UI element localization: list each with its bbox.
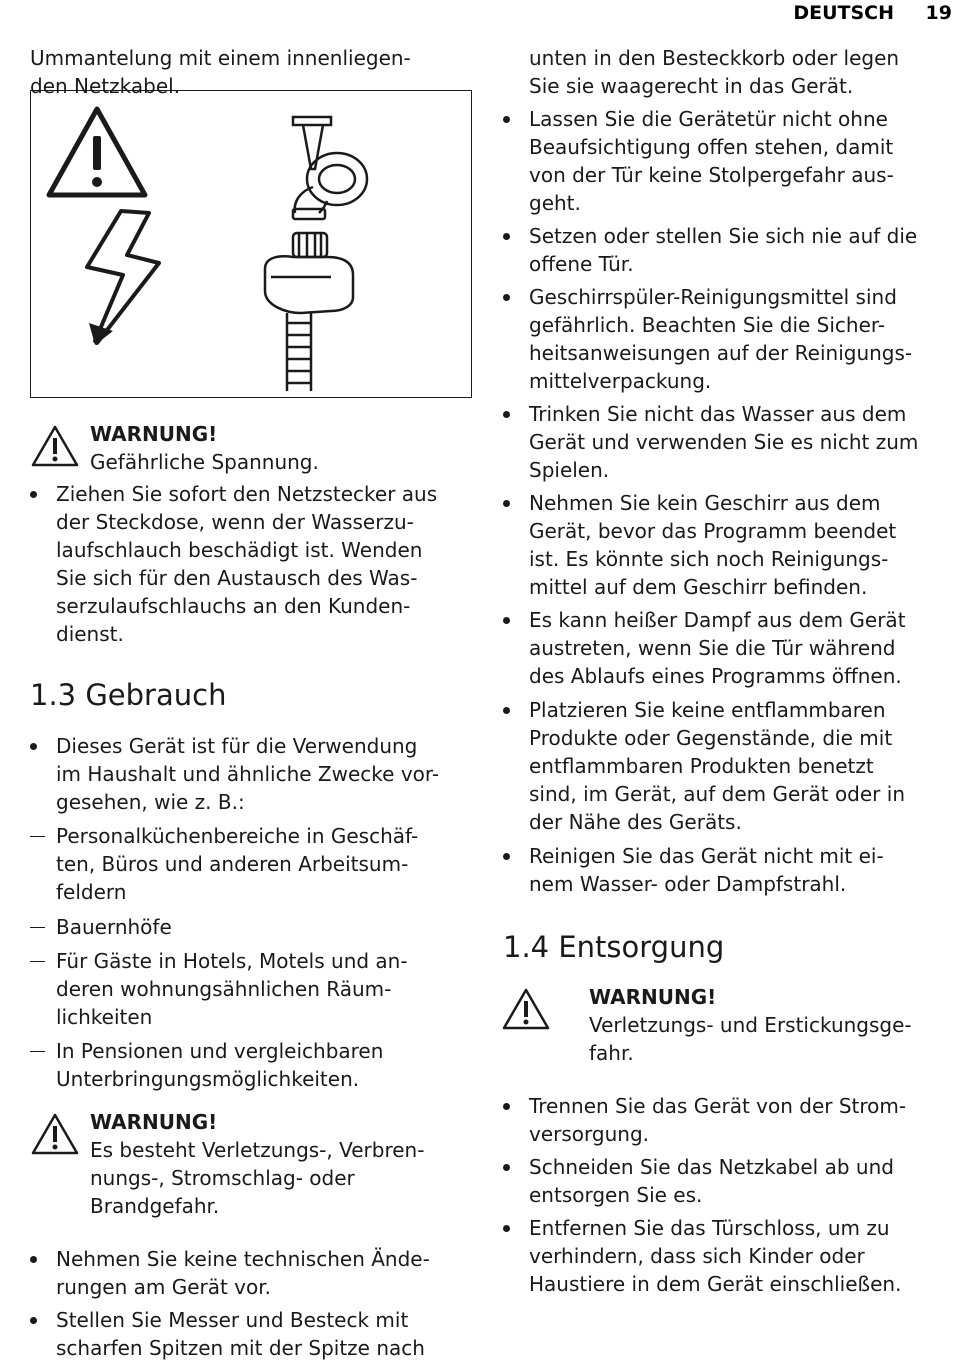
page-number: 19 [925,2,952,24]
text-line: der Steckdose, wenn der Wasserzu- [56,510,414,534]
header-language: DEUTSCH [793,2,894,24]
text-line: austreten, wenn Sie die Tür während [529,636,896,660]
text-line: Trennen Sie das Gerät von der Strom- [529,1094,907,1118]
text-line: Nehmen Sie kein Geschirr aus dem [529,491,881,515]
text-line: Dieses Gerät ist für die Verwendung [56,734,418,758]
left-column-content [30,0,470,1363]
bullet-dot [503,500,510,507]
text-line: deren wohnungsähnlichen Räum- [56,977,392,1001]
bullet-text [529,1092,955,1148]
text-line: verhindern, dass sich Kinder oder [529,1244,865,1268]
bullet-text [529,696,955,836]
warning-triangle-icon [30,1112,80,1156]
bullet-dot [503,707,510,714]
text-line: Verletzungs- und Erstickungsge- [589,1013,912,1037]
text-line: Personalküchenbereiche in Geschäf- [56,824,419,848]
warning-title: WARNUNG! [90,1110,218,1134]
text-line: mittel auf dem Geschirr befinden. [529,575,868,599]
bullet-dot [30,491,37,498]
text-line: dienst. [56,622,124,646]
bullet-dot [30,1256,37,1263]
bullet-text [56,1306,470,1362]
text-line: den Netzkabel. [30,74,181,98]
bullet-text [529,606,955,690]
warning-triangle-icon [30,424,80,468]
dash-mark [30,961,45,962]
text-line: gefährlich. Beachten Sie die Sicher- [529,313,886,337]
bullet-text [529,222,955,278]
warning-body [90,1136,470,1220]
text-line: von der Tür keine Stolpergefahr aus- [529,163,894,187]
text-line: unten in den Besteckkorb oder legen [529,46,900,70]
text-line: im Haushalt und ähnliche Zwecke vor- [56,762,440,786]
text-line: laufschlauch beschädigt ist. Wenden [56,538,423,562]
bullet-text [56,1245,470,1301]
text-line: Platzieren Sie keine entflammbaren [529,698,886,722]
bullet-text [529,105,955,217]
bullet-dot [503,617,510,624]
dash-text [56,822,470,906]
text-line: Ziehen Sie sofort den Netzstecker aus [56,482,438,506]
text-line: der Nähe des Geräts. [529,810,742,834]
bullet-dot [30,743,37,750]
text-line: In Pensionen und vergleichbaren [56,1039,384,1063]
text-line: Ummantelung mit einem innenliegen- [30,46,411,70]
dash-mark [30,836,45,837]
dash-text [56,1037,470,1093]
dash-mark [30,927,45,928]
text-line: offene Tür. [529,252,634,276]
bullet-dot [30,1317,37,1324]
text-line: Setzen oder stellen Sie sich nie auf die [529,224,918,248]
text-line: Sie sie waagerecht in das Gerät. [529,74,854,98]
text-line: nungs-, Stromschlag- oder [90,1166,355,1190]
text-line: geht. [529,191,581,215]
text-line: fahr. [589,1041,634,1065]
warning-body [589,1011,955,1067]
text-line: mittelverpackung. [529,369,712,393]
bullet-dot [503,233,510,240]
bullet-dot [503,294,510,301]
text-line: Es besteht Verletzungs-, Verbren- [90,1138,425,1162]
text-line: ten, Büros und anderen Arbeitsum- [56,852,409,876]
bullet-text [529,1214,955,1298]
text-line: Es kann heißer Dampf aus dem Gerät [529,608,906,632]
text-line: Trinken Sie nicht das Wasser aus dem [529,402,907,426]
bullet-dot [503,1225,510,1232]
bullet-text [56,732,470,816]
warning-body [90,448,470,476]
bullet-dot [503,1164,510,1171]
text-line: scharfen Spitzen mit der Spitze nach [56,1336,425,1360]
bullet-text [529,283,955,395]
dash-text [56,947,470,1031]
text-line: ist. Es könnte sich noch Reinigungs- [529,547,889,571]
bullet-text [529,1153,955,1209]
text-line: Sie sich für den Austausch des Was- [56,566,418,590]
bullet-dot [503,116,510,123]
text-line: des Ablaufs eines Programms öffnen. [529,664,902,688]
text-line: Stellen Sie Messer und Besteck mit [56,1308,409,1332]
text-line: sind, im Gerät, auf dem Gerät oder in [529,782,905,806]
right-column [503,0,955,1363]
text-line: feldern [56,880,127,904]
text-line: Bauernhöfe [56,915,172,939]
warning-triangle-icon [501,987,551,1031]
text-line: versorgung. [529,1122,649,1146]
text-line: entflammbaren Produkten benetzt [529,754,874,778]
text-line: Haustiere in dem Gerät einschließen. [529,1272,902,1296]
warning-title: WARNUNG! [90,422,218,446]
text-line: lichkeiten [56,1005,153,1029]
text-line: gesehen, wie z. B.: [56,790,245,814]
text-line: Schneiden Sie das Netzkabel ab und [529,1155,894,1179]
bullet-dot [503,853,510,860]
text-line: Geschirrspüler-Reinigungsmittel sind [529,285,897,309]
text-line: serzulaufschlauchs an den Kunden- [56,594,411,618]
section-heading-gebrauch: 1.3 Gebrauch [30,678,227,712]
text-line: heitsanweisungen auf der Reinigungs- [529,341,913,365]
text-line: Entfernen Sie das Türschloss, um zu [529,1216,890,1240]
text-line: Nehmen Sie keine technischen Ände- [56,1247,430,1271]
dash-mark [30,1051,45,1052]
bullet-text [529,489,955,601]
dash-text [56,913,470,941]
text-line: Unterbringungsmöglichkeiten. [56,1067,360,1091]
text-line: Produkte oder Gegenstände, die mit [529,726,893,750]
section-heading-entsorgung: 1.4 Entsorgung [503,930,725,964]
bullet-dot [503,411,510,418]
text-line: Gefährliche Spannung. [90,450,319,474]
text-line: rungen am Gerät vor. [56,1275,271,1299]
text-line: Spielen. [529,458,610,482]
bullet-text [529,400,955,484]
text-line: Brandgefahr. [90,1194,220,1218]
text-line: Beaufsichtigung offen stehen, damit [529,135,894,159]
bullet-dot [503,1103,510,1110]
bullet-text [56,480,470,648]
text-line: nem Wasser- oder Dampfstrahl. [529,872,847,896]
text-line: Gerät, bevor das Programm beendet [529,519,897,543]
text-line: Reinigen Sie das Gerät nicht mit ei- [529,844,884,868]
bullet-text [529,842,955,898]
text-line: Für Gäste in Hotels, Motels und an- [56,949,408,973]
text-line: entsorgen Sie es. [529,1183,703,1207]
text-line: Lassen Sie die Gerätetür nicht ohne [529,107,888,131]
text-line: Gerät und verwenden Sie es nicht zum [529,430,919,454]
warning-title: WARNUNG! [589,985,717,1009]
continued-text [529,44,955,100]
